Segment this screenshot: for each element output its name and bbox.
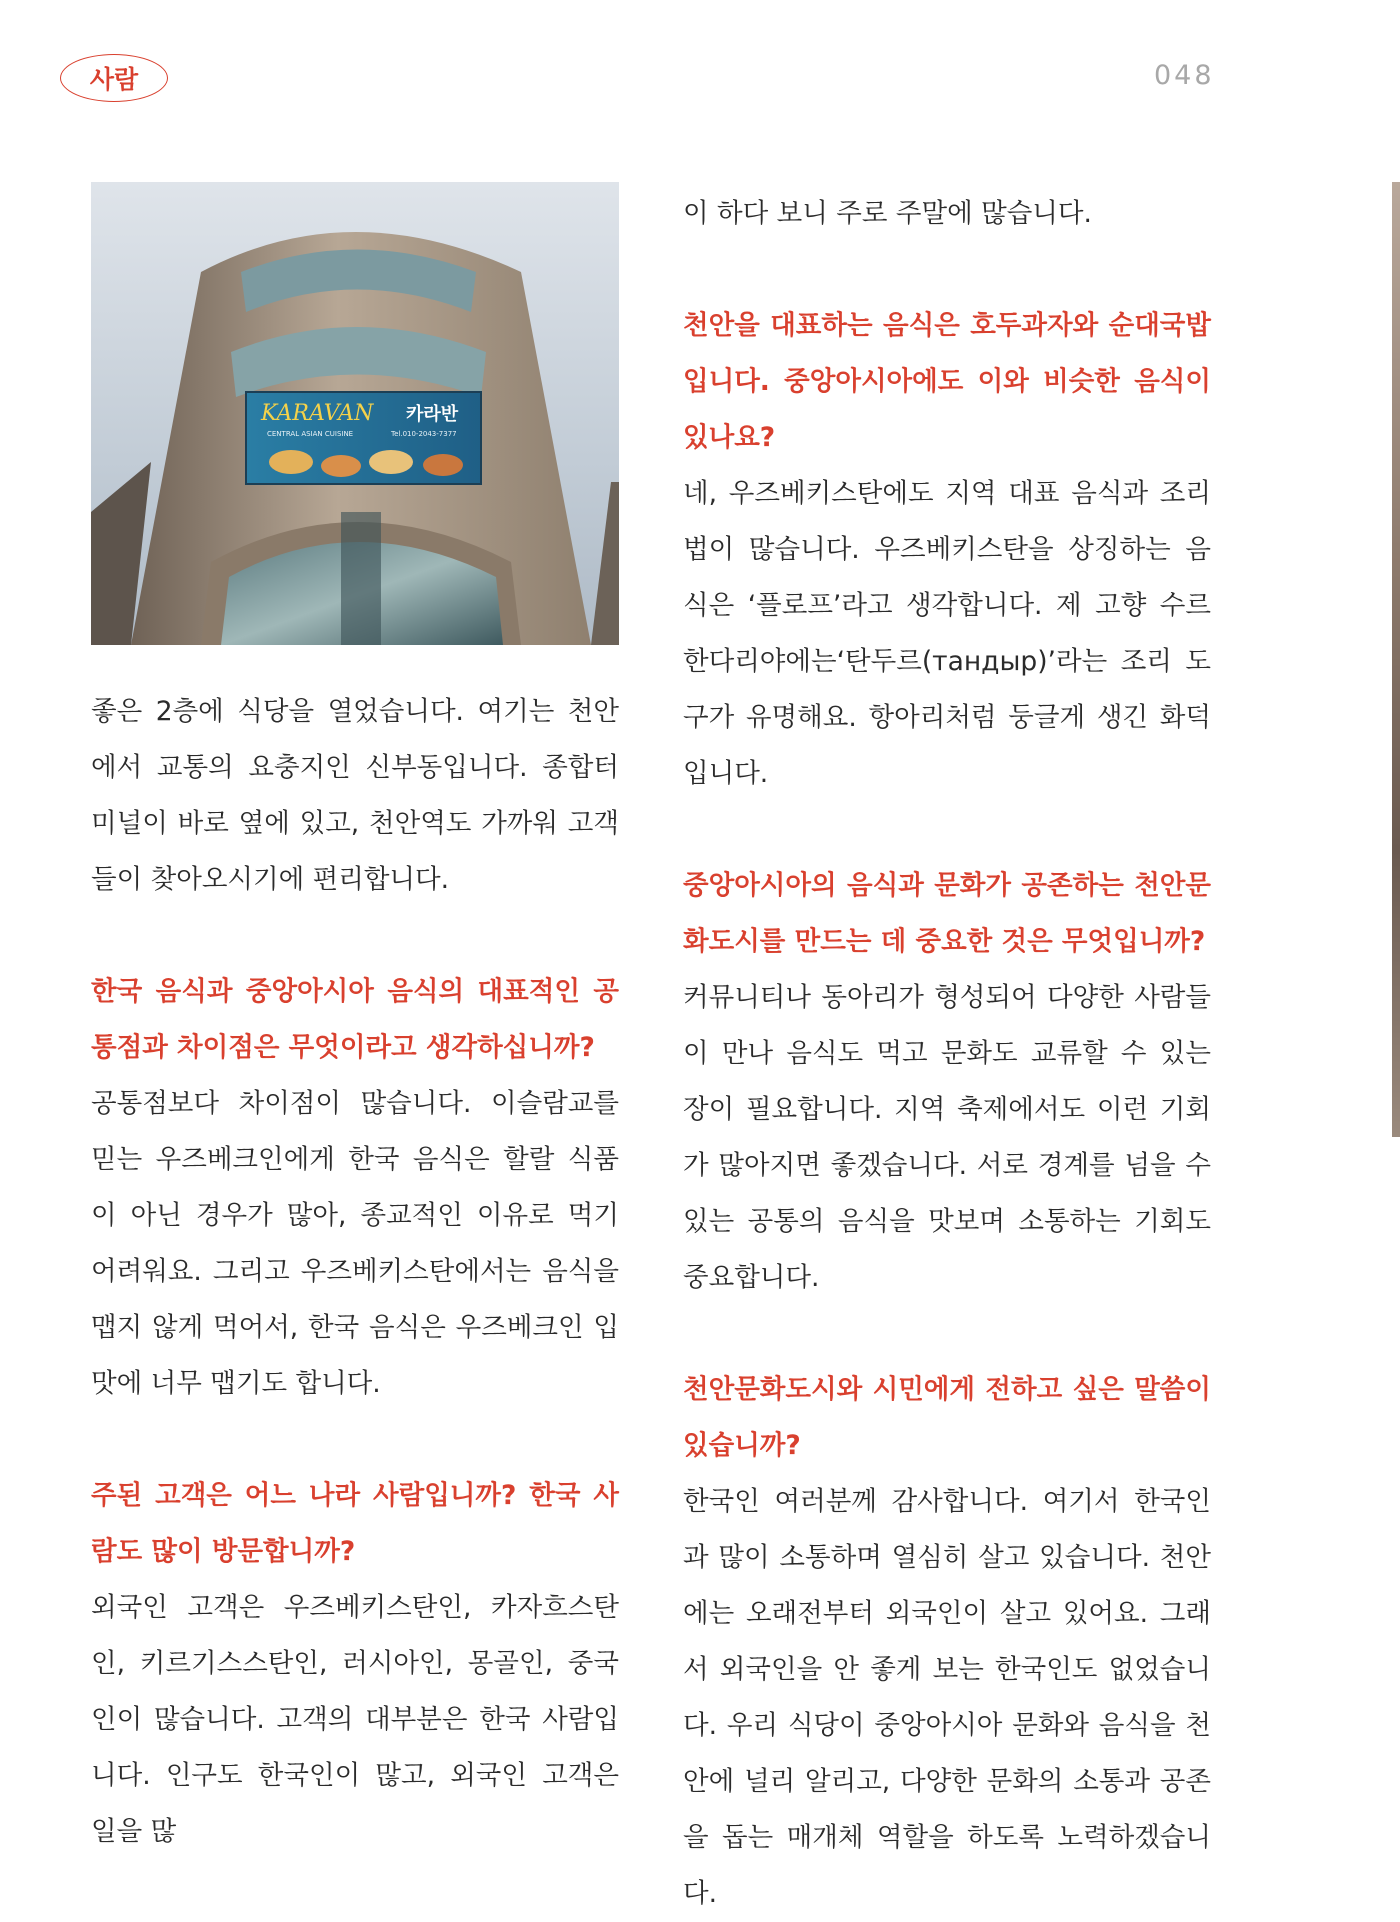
section-tag-label: 사람 bbox=[89, 65, 139, 94]
answer-paragraph: 커뮤니티나 동아리가 형성되어 다양한 사람들이 만나 음식도 먹고 문화도 교류할 수 있는 장이 필요합니다. 지역 축제에서도 이런 기회가 많아지면 좋겠습니다. 서로 경계를 넘을 수 있는 공통의 음식을 맛보며 소통하는 기회도 중요합니다. bbox=[683, 982, 1211, 1293]
left-column bbox=[91, 684, 619, 1860]
sign-latin-text: KARAVAN bbox=[261, 401, 374, 426]
answer-paragraph: 외국인 고객은 우즈베키스탄인, 카자흐스탄인, 키르기스스탄인, 러시아인, 몽골인, 중국인이 많습니다. 고객의 대부분은 한국 사람입니다. 인구도 한국인이 많고, 외국인 고객은 일을 많 bbox=[91, 1592, 619, 1847]
question-heading: 천안문화도시와 시민에게 전하고 싶은 말씀이 있습니까? bbox=[683, 1374, 1211, 1461]
answer-paragraph: 좋은 2층에 식당을 열었습니다. 여기는 천안에서 교통의 요충지인 신부동입니다. 종합터미널이 바로 옆에 있고, 천안역도 가까워 고객들이 찾아오시기에 편리합니다. bbox=[91, 696, 619, 895]
answer-paragraph: 이 하다 보니 주로 주말에 많습니다. bbox=[683, 198, 1092, 229]
page-number: 048 bbox=[1154, 60, 1215, 91]
restaurant-building-photo bbox=[91, 182, 619, 645]
sign-phone-text: Tel.010-2043-7377 bbox=[391, 430, 457, 438]
right-column bbox=[683, 186, 1211, 1922]
adjacent-page-photo-edge bbox=[1392, 182, 1400, 1137]
answer-paragraph: 한국인 여러분께 감사합니다. 여기서 한국인과 많이 소통하며 열심히 살고 있습니다. 천안에는 오래전부터 외국인이 살고 있어요. 그래서 외국인을 안 좋게 보는 한국인도 없었습니다. 우리 식당이 중앙아시아 문화와 음식을 천안에 널리 알리고, 다양한 문화의 소통과 공존을 돕는 매개체 역할을 하도록 노력하겠습니다. bbox=[683, 1486, 1211, 1909]
question-heading: 한국 음식과 중앙아시아 음식의 대표적인 공통점과 차이점은 무엇이라고 생각하십니까? bbox=[91, 976, 619, 1063]
answer-paragraph: 네, 우즈베키스탄에도 지역 대표 음식과 조리법이 많습니다. 우즈베키스탄을 상징하는 음식은 ‘플로프’라고 생각합니다. 제 고향 수르한다리야에는‘탄두르(тандыр)’라는 조리 도구가 유명해요. 항아리처럼 둥글게 생긴 화덕입니다. bbox=[683, 478, 1211, 789]
question-heading: 중앙아시아의 음식과 문화가 공존하는 천안문화도시를 만드는 데 중요한 것은 무엇입니까? bbox=[683, 870, 1211, 957]
question-heading: 천안을 대표하는 음식은 호두과자와 순대국밥입니다. 중앙아시아에도 이와 비슷한 음식이 있나요? bbox=[683, 310, 1211, 453]
sign-korean-text: 카라반 bbox=[406, 404, 459, 425]
answer-paragraph: 공통점보다 차이점이 많습니다. 이슬람교를 믿는 우즈베크인에게 한국 음식은 할랄 식품이 아닌 경우가 많아, 종교적인 이유로 먹기 어려워요. 그리고 우즈베키스탄에서는 음식을 맵지 않게 먹어서, 한국 음식은 우즈베크인 입맛에 너무 맵기도 합니다. bbox=[91, 1088, 619, 1399]
sign-subtitle-text: CENTRAL ASIAN CUISINE bbox=[267, 430, 354, 438]
question-heading: 주된 고객은 어느 나라 사람입니까? 한국 사람도 많이 방문합니까? bbox=[91, 1480, 619, 1567]
section-tag bbox=[60, 54, 168, 102]
